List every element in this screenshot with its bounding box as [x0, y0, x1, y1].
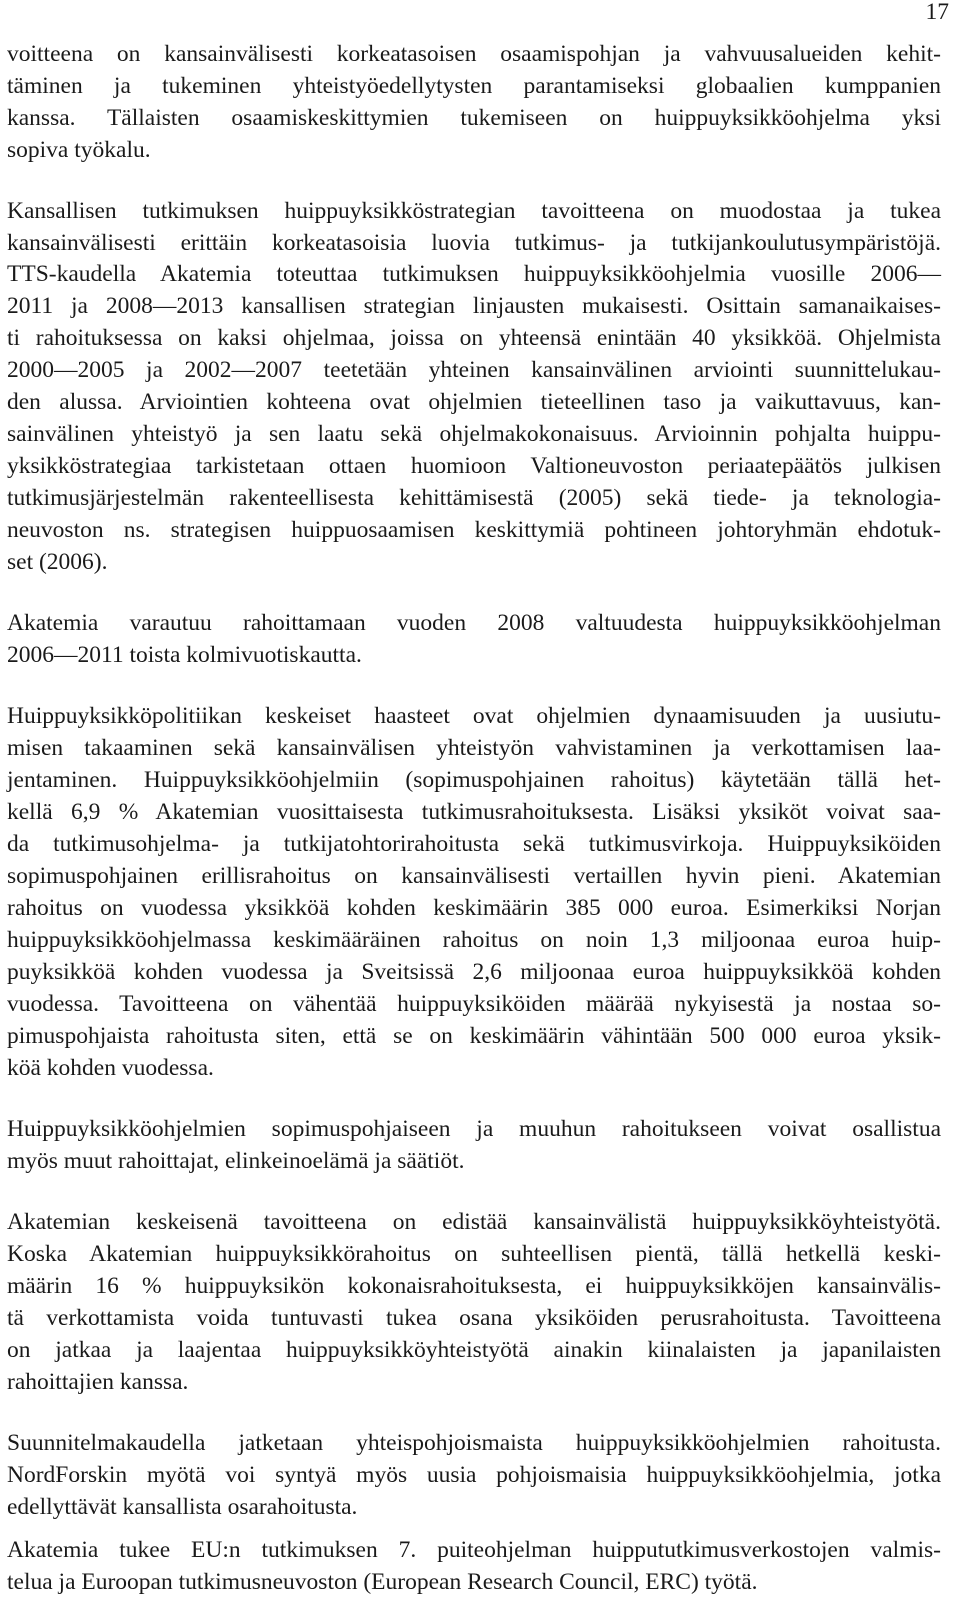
paragraph-line: Akatemia tukee EU:n tutkimuksen 7. puiteohjelman huippututkimusverkostojen valmis-: [7, 1537, 941, 1563]
paragraph-line: Koska Akatemian huippuyksikkörahoitus on suhteellisen pientä, tällä hetkellä keski-: [7, 1241, 941, 1267]
paragraph-line: on jatkaa ja laajentaa huippuyksikköyhteistyötä ainakin kiinalaisten ja japanilaisten: [7, 1337, 941, 1363]
paragraph-line: myös muut rahoittajat, elinkeinoelämä ja säätiöt.: [7, 1148, 465, 1174]
paragraph-line: edellyttävät kansallista osarahoitusta.: [7, 1494, 358, 1520]
paragraph-line: tutkimusjärjestelmän rakenteellisesta kehittämisestä (2005) sekä tiede- ja teknologia-: [7, 485, 941, 511]
paragraph-line: kellä 6,9 % Akatemian vuosittaisesta tutkimusrahoituksesta. Lisäksi yksiköt voivat saa-: [7, 799, 941, 825]
paragraph-line: TTS-kaudella Akatemia toteuttaa tutkimuksen huippuyksikköohjelmia vuosille 2006—: [7, 261, 941, 287]
paragraph-line: Suunnitelmakaudella jatketaan yhteispohjoismaista huippuyksikköohjelmien rahoitusta.: [7, 1430, 941, 1456]
paragraph-line: neuvoston ns. strategisen huippuosaamisen keskittymiä pohtineen johtoryhmän ehdotuk-: [7, 517, 941, 543]
paragraph-line: pimuspohjaista rahoitusta siten, että se on keskimäärin vähintään 500 000 euroa yksik-: [7, 1023, 941, 1049]
paragraph-line: sopimuspohjainen erillisrahoitus on kansainvälisesti vertaillen hyvin pieni. Akatemian: [7, 863, 941, 889]
paragraph-line: vuodessa. Tavoitteena on vähentää huippuyksiköiden määrää nykyisestä ja nostaa so-: [7, 991, 941, 1017]
paragraph-line: 2006—2011 toista kolmivuotiskautta.: [7, 642, 362, 668]
paragraph-line: set (2006).: [7, 549, 108, 575]
paragraph-line: kansainvälisesti erittäin korkeatasoisia luovia tutkimus- ja tutkijankoulutusympäristöjä.: [7, 230, 941, 256]
paragraph-line: määrin 16 % huippuyksikön kokonaisrahoituksesta, ei huippuyksikköjen kansainvälis-: [7, 1273, 941, 1299]
paragraph-line: Akatemian keskeisenä tavoitteena on edistää kansainvälistä huippuyksikköyhteistyötä.: [7, 1209, 941, 1235]
paragraph-line: den alussa. Arviointien kohteena ovat ohjelmien tieteellinen taso ja vaikuttavuus, kan-: [7, 389, 941, 415]
paragraph-line: da tutkimusohjelma- ja tutkijatohtorirahoitusta sekä tutkimusvirkoja. Huippuyksiköiden: [7, 831, 941, 857]
paragraph-line: Akatemia varautuu rahoittamaan vuoden 2008 valtuudesta huippuyksikköohjelman: [7, 610, 941, 636]
paragraph-line: kanssa. Tällaisten osaamiskeskittymien tukemiseen on huippuyksikköohjelma yksi: [7, 105, 941, 131]
paragraph-line: sopiva työkalu.: [7, 137, 151, 163]
paragraph-line: tä verkottamista voida tuntuvasti tukea osana yksiköiden perusrahoitusta. Tavoitteena: [7, 1305, 941, 1331]
paragraph-line: 2011 ja 2008—2013 kansallisen strategian linjausten mukaisesti. Osittain samanaikaises-: [7, 293, 941, 319]
paragraph-line: Huippuyksikköohjelmien sopimuspohjaiseen ja muuhun rahoitukseen voivat osallistua: [7, 1116, 941, 1142]
paragraph-line: telua ja Euroopan tutkimusneuvoston (European Research Council, ERC) työtä.: [7, 1569, 758, 1595]
paragraph-line: jentaminen. Huippuyksikköohjelmiin (sopimuspohjainen rahoitus) käytetään tällä het-: [7, 767, 941, 793]
paragraph-line: voitteena on kansainvälisesti korkeatasoisen osaamispohjan ja vahvuusalueiden kehit-: [7, 41, 941, 67]
paragraph-line: puyksikköä kohden vuodessa ja Sveitsissä 2,6 miljoonaa euroa huippuyksikköä kohden: [7, 959, 941, 985]
paragraph-line: ti rahoituksessa on kaksi ohjelmaa, joissa on yhteensä enintään 40 yksikköä. Ohjelmista: [7, 325, 941, 351]
paragraph-line: 2000—2005 ja 2002—2007 teetetään yhteinen kansainvälinen arviointi suunnittelukau-: [7, 357, 941, 383]
paragraph-line: huippuyksikköohjelmassa keskimääräinen rahoitus on noin 1,3 miljoonaa euroa huip-: [7, 927, 941, 953]
paragraph-line: Kansallisen tutkimuksen huippuyksikköstrategian tavoitteena on muodostaa ja tukea: [7, 198, 941, 224]
paragraph-line: NordForskin myötä voi syntyä myös uusia pohjoismaisia huippuyksikköohjelmia, jotka: [7, 1462, 941, 1488]
paragraph-line: täminen ja tukeminen yhteistyöedellytysten parantamiseksi globaalien kumppanien: [7, 73, 941, 99]
paragraph-line: sainvälinen yhteistyö ja sen laatu sekä ohjelmakokonaisuus. Arvioinnin pohjalta huippu-: [7, 421, 941, 447]
paragraph-line: köä kohden vuodessa.: [7, 1055, 214, 1081]
paragraph-line: rahoittajien kanssa.: [7, 1369, 189, 1395]
page-number: 17: [925, 0, 949, 25]
paragraph-line: misen takaaminen sekä kansainvälisen yhteistyön vahvistaminen ja verkottamisen laa-: [7, 735, 941, 761]
paragraph-line: Huippuyksikköpolitiikan keskeiset haasteet ovat ohjelmien dynaamisuuden ja uusiutu-: [7, 703, 941, 729]
paragraph-line: yksikköstrategiaa tarkistetaan ottaen huomioon Valtioneuvoston periaatepäätös julkisen: [7, 453, 941, 479]
paragraph-line: rahoitus on vuodessa yksikköä kohden keskimäärin 385 000 euroa. Esimerkiksi Norjan: [7, 895, 941, 921]
